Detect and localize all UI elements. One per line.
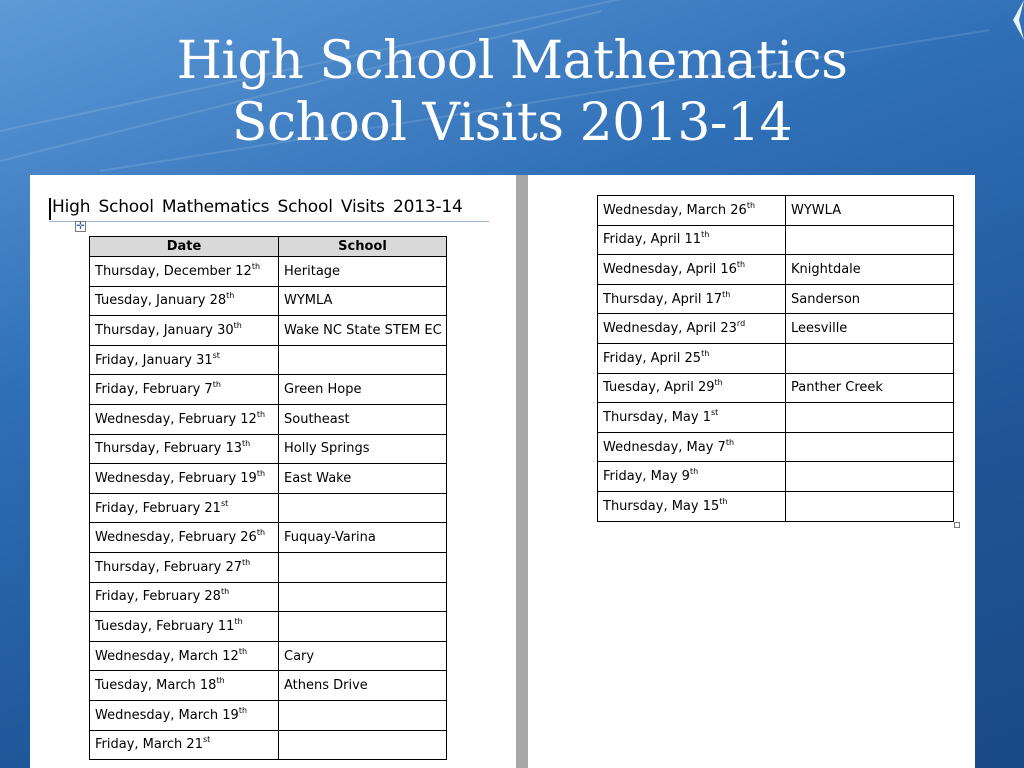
date-cell[interactable]	[90, 523, 279, 553]
date-cell[interactable]	[90, 730, 279, 760]
date-cell[interactable]	[90, 345, 279, 375]
table-row	[90, 316, 447, 346]
ordinal-suffix: th	[746, 200, 756, 210]
ordinal-suffix: th	[242, 557, 251, 567]
date-text: Thursday, December 12	[95, 263, 252, 279]
date-cell[interactable]	[90, 700, 279, 730]
date-text: Thursday, February 13	[95, 441, 242, 457]
date-text: Thursday, April 17	[603, 291, 723, 307]
date-text: Wednesday, March 26	[603, 202, 747, 218]
date-cell[interactable]	[598, 491, 786, 521]
table-row	[598, 343, 954, 373]
table-row	[598, 196, 954, 226]
table-row	[598, 432, 954, 462]
table-row	[90, 700, 447, 730]
date-cell[interactable]	[90, 671, 279, 701]
date-cell[interactable]	[598, 314, 786, 344]
date-cell[interactable]	[90, 286, 279, 316]
table-row	[598, 403, 954, 433]
visits-table-left-body	[90, 257, 447, 760]
document-heading[interactable]: High School Mathematics School Visits 2013-14	[52, 197, 463, 217]
table-row	[90, 257, 447, 287]
school-cell[interactable]	[786, 491, 954, 521]
ordinal-suffix: th	[238, 646, 248, 656]
school-cell[interactable]: East Wake	[279, 464, 447, 494]
date-cell[interactable]	[90, 464, 279, 494]
date-cell[interactable]	[598, 432, 786, 462]
ordinal-suffix: st	[212, 350, 220, 360]
school-cell[interactable]	[786, 225, 954, 255]
date-cell[interactable]	[598, 462, 786, 492]
ordinal-suffix: th	[722, 289, 731, 299]
table-row	[90, 345, 447, 375]
date-cell[interactable]	[90, 404, 279, 434]
date-text: Friday, February 21	[95, 500, 221, 516]
table-row	[598, 491, 954, 521]
date-text: Friday, May 9	[603, 469, 690, 485]
school-cell[interactable]: Cary	[279, 641, 447, 671]
text-cursor	[49, 198, 51, 220]
date-text: Friday, February 7	[95, 382, 213, 398]
school-cell[interactable]: Green Hope	[279, 375, 447, 405]
date-cell[interactable]	[90, 375, 279, 405]
ordinal-suffix: th	[736, 259, 746, 269]
table-row	[90, 523, 447, 553]
date-text: Wednesday, February 26	[95, 530, 257, 546]
school-cell[interactable]	[279, 700, 447, 730]
table-row	[90, 671, 447, 701]
date-text: Wednesday, February 12	[95, 411, 257, 427]
ordinal-suffix: rd	[736, 319, 746, 329]
date-text: Tuesday, January 28	[95, 293, 227, 309]
ordinal-suffix: th	[216, 676, 225, 686]
table-resize-handle-icon[interactable]	[954, 522, 960, 528]
table-row	[90, 552, 447, 582]
ordinal-suffix: th	[242, 439, 251, 449]
table-row	[598, 314, 954, 344]
ordinal-suffix: th	[701, 230, 710, 240]
school-cell[interactable]: Wake NC State STEM EC	[279, 316, 447, 346]
table-row	[90, 730, 447, 760]
column-header-school: School	[279, 237, 447, 257]
date-text: Tuesday, March 18	[95, 678, 217, 694]
document-page-gutter	[516, 175, 528, 768]
date-cell[interactable]	[598, 284, 786, 314]
date-cell[interactable]	[90, 612, 279, 642]
slide-title	[0, 30, 1024, 154]
date-text: Friday, March 21	[95, 737, 203, 753]
slide-title-line-2: School Visits 2013-14	[231, 93, 793, 153]
ordinal-suffix: th	[238, 705, 248, 715]
date-cell[interactable]	[90, 582, 279, 612]
table-row	[598, 284, 954, 314]
school-cell[interactable]: Athens Drive	[279, 671, 447, 701]
school-cell[interactable]: Holly Springs	[279, 434, 447, 464]
date-text: Wednesday, April 23	[603, 321, 737, 337]
ordinal-suffix: th	[714, 378, 723, 388]
date-text: Wednesday, March 12	[95, 648, 239, 664]
school-cell[interactable]	[279, 730, 447, 760]
ordinal-suffix: th	[212, 380, 221, 390]
school-cell[interactable]	[786, 403, 954, 433]
school-cell[interactable]	[786, 432, 954, 462]
school-cell[interactable]: Fuquay-Varina	[279, 523, 447, 553]
school-cell[interactable]: Southeast	[279, 404, 447, 434]
table-row	[598, 373, 954, 403]
date-text: Wednesday, February 19	[95, 470, 257, 486]
school-cell[interactable]	[279, 345, 447, 375]
date-cell[interactable]	[598, 255, 786, 285]
date-cell[interactable]	[598, 373, 786, 403]
date-cell[interactable]	[90, 493, 279, 523]
date-cell[interactable]	[598, 225, 786, 255]
school-cell[interactable]	[786, 343, 954, 373]
table-row	[90, 375, 447, 405]
date-cell[interactable]	[90, 552, 279, 582]
date-text: Friday, April 11	[603, 232, 702, 248]
ordinal-suffix: th	[256, 528, 266, 538]
school-cell[interactable]	[279, 552, 447, 582]
visits-table-left	[89, 236, 447, 760]
ordinal-suffix: th	[689, 467, 699, 477]
school-cell[interactable]: Panther Creek	[786, 373, 954, 403]
table-move-handle-icon[interactable]: ✛	[76, 221, 85, 232]
visits-table-right-body	[598, 196, 954, 522]
date-text: Tuesday, April 29	[603, 380, 715, 396]
date-cell[interactable]	[90, 257, 279, 287]
table-row	[90, 641, 447, 671]
table-row	[90, 612, 447, 642]
table-row	[90, 582, 447, 612]
ordinal-suffix: th	[226, 291, 235, 301]
school-cell[interactable]	[279, 582, 447, 612]
date-text: Wednesday, May 7	[603, 439, 726, 455]
date-text: Friday, January 31	[95, 352, 213, 368]
ordinal-suffix: th	[725, 437, 735, 447]
date-text: Friday, April 25	[603, 350, 702, 366]
table-row	[90, 493, 447, 523]
date-text: Thursday, May 15	[603, 498, 720, 514]
date-cell[interactable]	[90, 316, 279, 346]
ordinal-suffix: st	[202, 735, 211, 745]
visits-table-right	[597, 195, 954, 522]
table-row	[598, 462, 954, 492]
column-header-date: Date	[90, 237, 279, 257]
date-text: Thursday, May 1	[603, 409, 711, 425]
ordinal-suffix: th	[251, 261, 261, 271]
slide-title-line-1: High School Mathematics	[176, 31, 848, 91]
table-row	[598, 225, 954, 255]
table-row	[90, 464, 447, 494]
date-cell[interactable]	[90, 641, 279, 671]
school-cell[interactable]: Sanderson	[786, 284, 954, 314]
ordinal-suffix: th	[233, 320, 242, 330]
date-text: Friday, February 28	[95, 589, 221, 605]
date-cell[interactable]	[90, 434, 279, 464]
date-cell[interactable]	[598, 343, 786, 373]
table-row	[90, 434, 447, 464]
school-cell[interactable]: Heritage	[279, 257, 447, 287]
heading-underline	[49, 221, 489, 222]
table-row	[90, 404, 447, 434]
ordinal-suffix: st	[711, 407, 719, 417]
date-cell[interactable]	[598, 196, 786, 226]
date-text: Thursday, February 27	[95, 559, 242, 575]
date-text: Wednesday, March 19	[95, 707, 239, 723]
ordinal-suffix: th	[220, 587, 230, 597]
school-cell[interactable]: Leesville	[786, 314, 954, 344]
date-text: Wednesday, April 16	[603, 261, 737, 277]
ordinal-suffix: th	[234, 616, 243, 626]
school-cell[interactable]	[279, 612, 447, 642]
school-cell[interactable]	[786, 462, 954, 492]
ordinal-suffix: th	[719, 496, 728, 506]
table-header-row	[90, 237, 447, 257]
ordinal-suffix: st	[220, 498, 229, 508]
date-text: Tuesday, February 11	[95, 618, 235, 634]
school-cell[interactable]: WYWLA	[786, 196, 954, 226]
ordinal-suffix: th	[256, 409, 266, 419]
school-cell[interactable]: Knightdale	[786, 255, 954, 285]
date-text: Thursday, January 30	[95, 322, 234, 338]
ordinal-suffix: th	[256, 468, 266, 478]
ordinal-suffix: th	[701, 348, 710, 358]
date-cell[interactable]	[598, 403, 786, 433]
table-row	[90, 286, 447, 316]
school-cell[interactable]	[279, 493, 447, 523]
table-row	[598, 255, 954, 285]
school-cell[interactable]: WYMLA	[279, 286, 447, 316]
